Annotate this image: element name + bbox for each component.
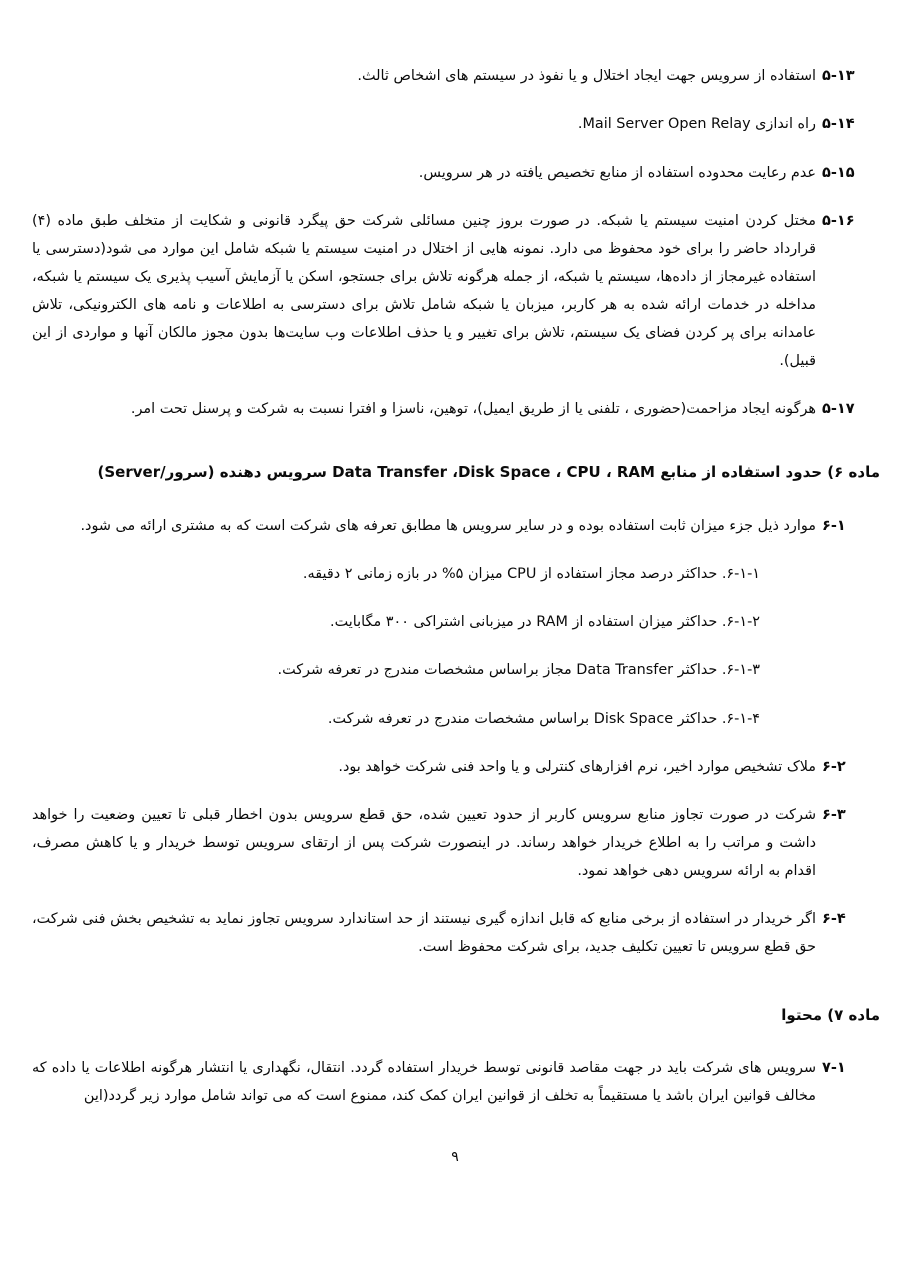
- clause-6-3: [30, 801, 880, 885]
- clause-number: ۶-۳: [822, 806, 846, 823]
- clause-5-13: [30, 62, 880, 90]
- page-content: [30, 62, 880, 1130]
- clause-number: ۶-۴: [822, 911, 846, 928]
- clause-text: ملاک تشخیص موارد اخیر، نرم افزارهای کنترلی و یا واحد فنی شرکت خواهد بود.: [338, 758, 816, 775]
- clause-text: اگر خریدار در استفاده از برخی منابع که قابل اندازه گیری نیستند از حد استاندارد سرویس تجاوز نماید به تشخیص بخش فنی شرکت، حق قطع سرویس تا تعیین تکلیف جدید، برای شرکت محفوظ است.: [32, 911, 816, 956]
- clause-text: عدم رعایت محدوده استفاده از منابع تخصیص یافته در هر سرویس.: [418, 164, 816, 181]
- article-6-heading: ماده ۶) حدود استفاده از منابع Data Transfer ،Disk Space ، CPU ، RAM سرویس دهنده (سرور/Server): [97, 462, 880, 481]
- clause-number: ۶-۱: [822, 518, 846, 535]
- subclause-6-1-1: ۶-۱-۱. حداکثر درصد مجاز استفاده از CPU میزان ۵% در بازه زمانی ۲ دقیقه.: [302, 566, 760, 583]
- clause-5-17: [30, 395, 880, 423]
- subclause-6-1-3: ۶-۱-۳. حداکثر Data Transfer مجاز براساس مشخصات مندرج در تعرفه شرکت.: [277, 662, 760, 679]
- clause-7-1: [30, 1054, 880, 1110]
- clause-5-15: [30, 159, 880, 187]
- clause-number: ۵-۱۶: [822, 212, 855, 229]
- subclause-6-1-2: ۶-۱-۲. حداکثر میزان استفاده از RAM در میزبانی اشتراکی ۳۰۰ مگابایت.: [330, 614, 760, 631]
- clause-number: ۵-۱۷: [822, 401, 855, 418]
- subclause-6-1-4: ۶-۱-۴. حداکثر Disk Space براساس مشخصات مندرج در تعرفه شرکت.: [327, 710, 760, 727]
- page-number: ۹: [451, 1149, 459, 1165]
- clause-text: راه اندازی Mail Server Open Relay.: [577, 116, 816, 133]
- clause-5-14: [30, 110, 880, 138]
- clause-number: ۵-۱۳: [822, 68, 855, 84]
- clause-text: موارد ذیل جزء میزان ثابت استفاده بوده و در سایر سرویس ها مطابق تعرفه های شرکت است که به مشتری ارائه می شود.: [80, 518, 816, 535]
- clause-number: ۷-۱: [822, 1059, 846, 1076]
- clause-5-16: [30, 207, 880, 375]
- clause-text: مختل کردن امنیت سیستم یا شبکه. در صورت بروز چنین مسائلی شرکت حق پیگرد قانونی و شکایت از متخلف طبق ماده (۴) قرارداد حاضر را برای خود محفوظ می دارد. نمونه هایی از اختلال در امنیت سیستم یا شبکه شامل این موارد می شود(دسترسی یا استفاده غیرمجاز از داده‌ها، سیستم یا شبکه، از جمله هرگونه تلاش برای جستجو، اسکن یا آزمایش آسیب پذیری یک سیستم یا شبکه، مداخله در خدمات ارائه شده به هر کاربر، میزبان یا شبکه شامل تلاش برای دسترسی به اطلاعات و نامه های الکترونیکی، تلاش عامدانه برای پر کردن فضای یک سیستم، تلاش برای تغییر و یا حذف اطلاعات وب سایت‌ها بدون مجوز مالکان آنها و مواردی از این قبیل).: [32, 212, 816, 370]
- clause-text: شرکت در صورت تجاوز منابع سرویس کاربر از حدود تعیین شده، حق قطع سرویس بدون اخطار قبلی تا تعیین وضعیت را خواهد داشت و مراتب را به اطلاع خریدار خواهد رساند. در اینصورت شرکت پس از ارتقای سرویس توسط خریدار و یا کاهش مصرف، اقدام به ارائه سرویس دهی خواهد نمود.: [32, 806, 816, 880]
- article-7-heading: ماده ۷) محتوا: [781, 1006, 880, 1025]
- clause-text: هرگونه ایجاد مزاحمت(حضوری ، تلفنی یا از طریق ایمیل)، توهین، ناسزا و افترا نسبت به شرکت و پرسنل تحت امر.: [130, 401, 816, 418]
- clause-number: ۵-۱۴: [822, 116, 855, 133]
- article-7-heading-block: [30, 1001, 880, 1030]
- article-6-heading-block: [30, 458, 880, 487]
- clause-number: ۵-۱۵: [822, 164, 855, 181]
- clause-6-2: [30, 753, 880, 781]
- clause-number: ۶-۲: [822, 758, 846, 775]
- clause-6-4: [30, 905, 880, 961]
- clause-6-1: [30, 512, 880, 540]
- clause-text: استفاده از سرویس جهت ایجاد اختلال و یا نفوذ در سیستم های اشخاص ثالث.: [357, 68, 816, 84]
- clause-text: سرویس های شرکت باید در جهت مقاصد قانونی توسط خریدار استفاده گردد. انتقال، نگهداری یا انتشار هرگونه اطلاعات یا داده که مخالف قوانین ایران باشد یا مستقیماً به تخلف از قوانین ایران کمک کند، ممنوع است که می تواند شامل موارد زیر گردد(این: [32, 1059, 816, 1104]
